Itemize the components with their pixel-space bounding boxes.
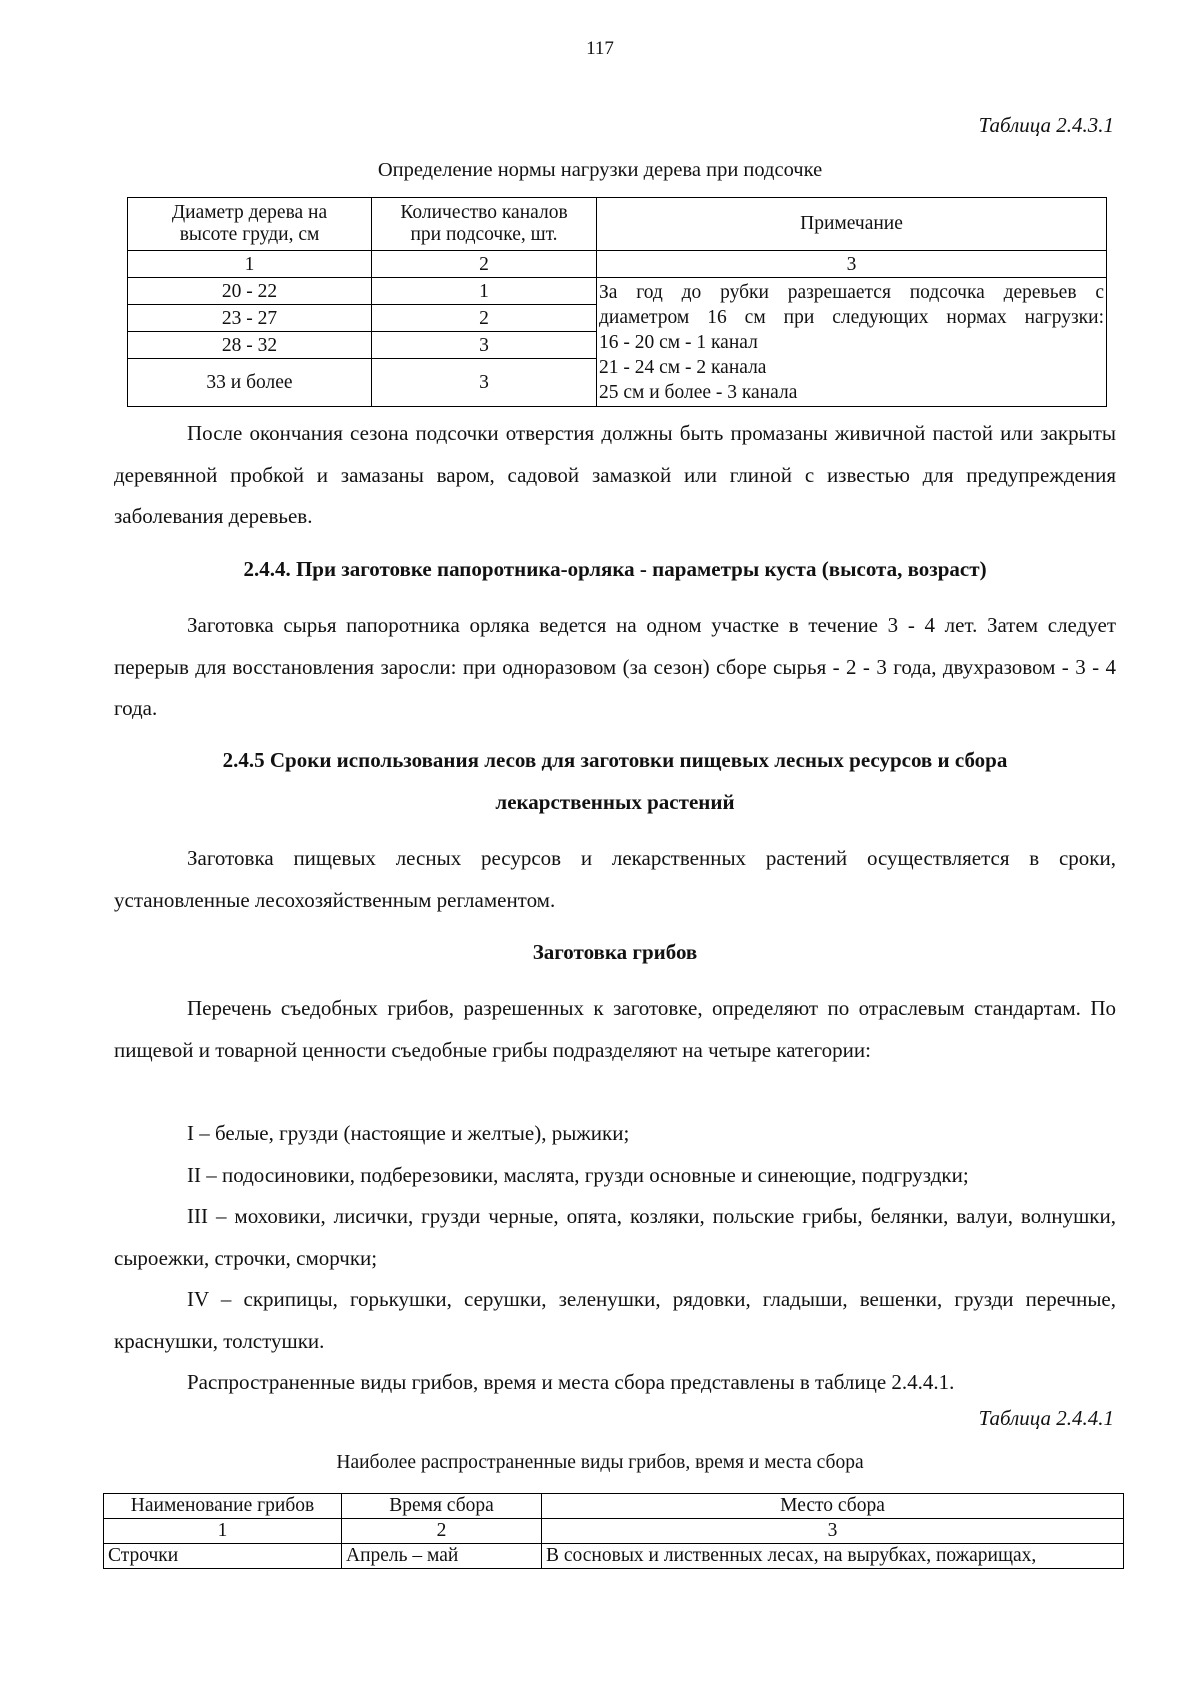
mushroom-category-3: III – моховики, лисички, грузди черные, опята, козляки, польские грибы, белянки, валуи, волнушки, сыроежки, строчки, сморчки; xyxy=(114,1204,1116,1270)
column-number: 3 xyxy=(542,1519,1124,1544)
collection-place-cell: В сосновых и лиственных лесах, на вырубках, пожарищах, xyxy=(542,1544,1124,1569)
channels-cell: 3 xyxy=(372,332,597,359)
heading-mushrooms: Заготовка грибов xyxy=(532,940,698,964)
header-mushroom-name: Наименование грибов xyxy=(104,1494,342,1519)
column-number: 1 xyxy=(128,251,372,278)
mushroom-category-2: II – подосиновики, подберезовики, маслята, грузди основные и синеющие, подгруздки; xyxy=(187,1163,969,1187)
mushroom-name-cell: Строчки xyxy=(104,1544,342,1569)
channels-cell: 2 xyxy=(372,305,597,332)
diameter-cell: 23 - 27 xyxy=(128,305,372,332)
heading-2-4-5: 2.4.5 Сроки использования лесов для заготовки пищевых лесных ресурсов и сбора лекарственных растений xyxy=(222,748,1008,814)
mushroom-category-1: I – белые, грузди (настоящие и желтые), рыжики; xyxy=(187,1121,630,1145)
table-row xyxy=(104,1544,1124,1569)
column-number: 1 xyxy=(104,1519,342,1544)
table2-label: Таблица 2.4.4.1 xyxy=(978,1406,1114,1430)
paragraph-terms: Заготовка пищевых лесных ресурсов и лекарственных растений осуществляется в сроки, установленные лесохозяйственным регламентом. xyxy=(114,846,1116,912)
diameter-cell: 20 - 22 xyxy=(128,278,372,305)
header-channels: Количество каналов при подсочке, шт. xyxy=(372,198,597,251)
table1-label: Таблица 2.4.3.1 xyxy=(978,113,1114,137)
header-collection-time: Время сбора xyxy=(342,1494,542,1519)
table-header-row xyxy=(128,198,1107,251)
paragraph-mushroom-categories: Перечень съедобных грибов, разрешенных к заготовке, определяют по отраслевым стандартам. По пищевой и товарной ценности съедобные грибы подразделяют на четыре категории: xyxy=(114,996,1116,1062)
paragraph-bracken: Заготовка сырья папоротника орляка ведется на одном участке в течение 3 - 4 лет. Затем следует перерыв для восстановления заросли: при одноразовом (за сезон) сборе сырья - 2 - 3 года, двухразовом - 3 - 4 года. xyxy=(114,613,1116,720)
table1-title: Определение нормы нагрузки дерева при подсочке xyxy=(377,159,823,181)
header-note: Примечание xyxy=(597,198,1107,251)
channels-cell: 1 xyxy=(372,278,597,305)
paragraph-table-reference: Распространенные виды грибов, время и места сбора представлены в таблице 2.4.4.1. xyxy=(187,1370,955,1394)
column-number: 3 xyxy=(597,251,1107,278)
table-mushrooms xyxy=(103,1493,1124,1569)
channels-cell: 3 xyxy=(372,359,597,407)
table-tapping-load xyxy=(127,197,1107,407)
collection-time-cell: Апрель – май xyxy=(342,1544,542,1569)
mushroom-category-4: IV – скрипицы, горькушки, серушки, зеленушки, рядовки, гладыши, вешенки, грузди перечные, краснушки, толстушки. xyxy=(114,1287,1116,1353)
column-number-row xyxy=(128,251,1107,278)
column-number-row xyxy=(104,1519,1124,1544)
column-number: 2 xyxy=(342,1519,542,1544)
table2-title: Наиболее распространенные виды грибов, время и места сбора xyxy=(336,1452,864,1473)
diameter-cell: 33 и более xyxy=(128,359,372,407)
diameter-cell: 28 - 32 xyxy=(128,332,372,359)
column-number: 2 xyxy=(372,251,597,278)
table-row xyxy=(128,278,1107,305)
page-number: 117 xyxy=(586,38,614,59)
paragraph-after-tapping: После окончания сезона подсочки отверстия должны быть промазаны живичной пастой или закрыты деревянной пробкой и замазаны варом, садовой замазкой или глиной с известью для предупреждения заболевания деревьев. xyxy=(114,421,1116,528)
header-diameter: Диаметр дерева на высоте груди, см xyxy=(128,198,372,251)
note-cell: За год до рубки разрешается подсочка деревьев с диаметром 16 см при следующих нормах нагрузки: 16 - 20 см - 1 канал 21 - 24 см - 2 канала 25 см и более - 3 канала xyxy=(597,278,1107,407)
heading-2-4-4: 2.4.4. При заготовке папоротника-орляка - параметры куста (высота, возраст) xyxy=(243,557,987,581)
table-header-row xyxy=(104,1494,1124,1519)
header-collection-place: Место сбора xyxy=(542,1494,1124,1519)
